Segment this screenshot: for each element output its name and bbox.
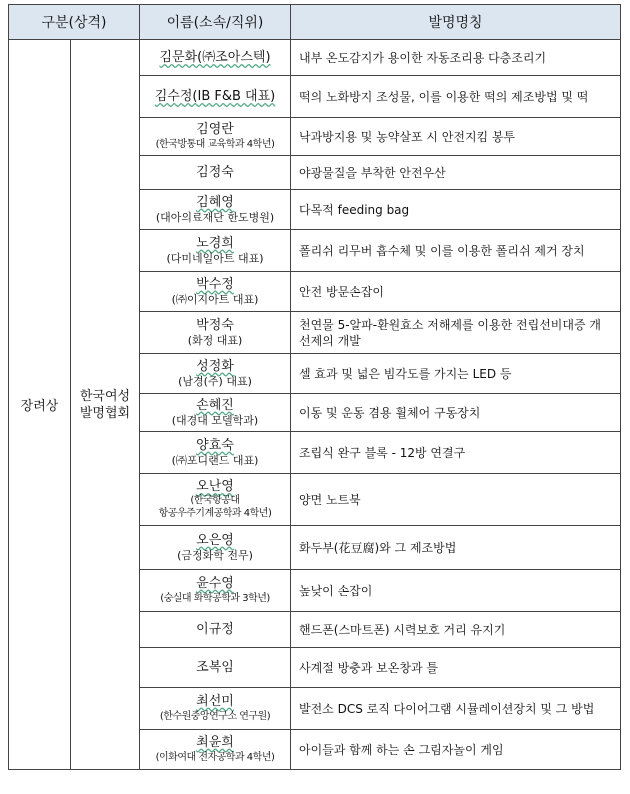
invention-cell: 핸드폰(스마트폰) 시력보호 거리 유지기 (291, 612, 621, 648)
invention-cell: 아이들과 함께 하는 손 그림자놀이 게임 (291, 730, 621, 770)
award-table (8, 4, 621, 770)
invention-cell: 양면 노트북 (291, 474, 621, 526)
person-name: 최윤희 (196, 734, 234, 750)
table-row (9, 40, 621, 76)
name-cell (140, 648, 291, 688)
name-cell (140, 394, 291, 432)
invention-cell: 안전 방문손잡이 (291, 272, 621, 312)
invention-cell: 천연물 5-알파-환원효소 저해제를 이용한 전립선비대증 개선제의 개발 (291, 312, 621, 354)
invention-cell: 폴리쉬 리무버 흡수체 및 이를 이용한 폴리쉬 제거 장치 (291, 230, 621, 272)
person-affiliation: (대아의료재단 한도병원) (155, 210, 275, 224)
person-affiliation: (대경대 모델학과) (171, 413, 259, 427)
person-name: 박수정 (196, 276, 234, 292)
invention-cell: 높낮이 손잡이 (291, 570, 621, 612)
award-table-container (8, 4, 620, 770)
person-affiliation: (한국항공대 항공우주기계공학과 4학년) (158, 495, 272, 519)
person-name: 양효숙 (196, 437, 234, 453)
name-cell (140, 118, 291, 156)
header-invention: 발명명칭 (291, 5, 621, 40)
invention-cell: 다목적 feeding bag (291, 190, 621, 230)
organization-text: 한국여성 발명협회 (79, 388, 131, 421)
name-cell (140, 190, 291, 230)
name-cell (140, 612, 291, 648)
award-grade: 장려상 (9, 40, 71, 770)
name-cell (140, 76, 291, 118)
person-affiliation: (㈜포디랜드 대표) (171, 453, 259, 467)
name-cell (140, 688, 291, 730)
name-cell (140, 474, 291, 526)
person-affiliation: (화정 대표) (187, 333, 243, 347)
name-cell (140, 570, 291, 612)
name-cell (140, 272, 291, 312)
invention-cell: 이동 및 운동 겸용 휠체어 구동장치 (291, 394, 621, 432)
invention-cell: 사계절 방충과 보온창과 틀 (291, 648, 621, 688)
invention-cell: 낙과방지용 및 농약살포 시 안전지킴 봉투 (291, 118, 621, 156)
person-name: 오난영 (196, 479, 234, 494)
name-cell (140, 230, 291, 272)
person-name: 오은영 (196, 532, 234, 548)
person-name: 성정화 (196, 358, 234, 374)
person-affiliation: (한국방통대 교육학과 4학년) (155, 138, 275, 150)
header-name: 이름(소속/직위) (140, 5, 291, 40)
name-cell (140, 730, 291, 770)
person-affiliation: (한수원중앙연구소 연구원) (159, 710, 271, 722)
person-name: 조복임 (196, 660, 234, 675)
person-affiliation: (㈜이지아트 대표) (171, 292, 259, 306)
name-cell (140, 156, 291, 190)
person-name: 이규정 (196, 622, 234, 637)
header-category: 구분(상격) (9, 5, 140, 40)
invention-cell: 조립식 완구 블록 - 12방 연결구 (291, 432, 621, 474)
header-row (9, 5, 621, 40)
person-affiliation: (다미네일아트 대표) (166, 251, 264, 265)
person-name: 김문화(㈜조아스텍) (159, 50, 271, 65)
name-cell (140, 526, 291, 570)
name-cell (140, 432, 291, 474)
invention-cell: 야광물질을 부착한 안전우산 (291, 156, 621, 190)
person-name: 노경희 (196, 235, 234, 251)
person-name: 윤수영 (196, 575, 234, 591)
invention-cell: 화두부(花豆腐)와 그 제조방법 (291, 526, 621, 570)
invention-cell: 셀 효과 및 넓은 빔각도를 가지는 LED 등 (291, 354, 621, 394)
name-cell (140, 312, 291, 354)
person-name: 김수정(IB F&B 대표) (154, 89, 276, 104)
person-affiliation: (남경(주) 대표) (178, 374, 252, 388)
name-cell (140, 354, 291, 394)
invention-cell: 발전소 DCS 로직 다이어그램 시뮬레이션장치 및 그 방법 (291, 688, 621, 730)
person-name: 박정숙 (196, 317, 234, 333)
person-name: 손혜진 (196, 397, 234, 413)
name-cell (140, 40, 291, 76)
person-affiliation: (숭실대 화학공학과 3학년) (160, 592, 270, 604)
invention-cell: 떡의 노화방지 조성물, 이를 이용한 떡의 제조방법 및 떡 (291, 76, 621, 118)
person-name: 최선미 (196, 693, 234, 709)
person-name: 김영란 (196, 121, 234, 137)
person-affiliation: (금정화학 전무) (177, 548, 253, 562)
person-affiliation: (이화여대 전자공학과 4학년) (155, 751, 275, 763)
organization (71, 40, 140, 770)
person-name: 김정숙 (196, 165, 234, 180)
invention-cell: 내부 온도감지가 용이한 자동조리용 다층조리기 (291, 40, 621, 76)
person-name: 김혜영 (196, 194, 234, 210)
